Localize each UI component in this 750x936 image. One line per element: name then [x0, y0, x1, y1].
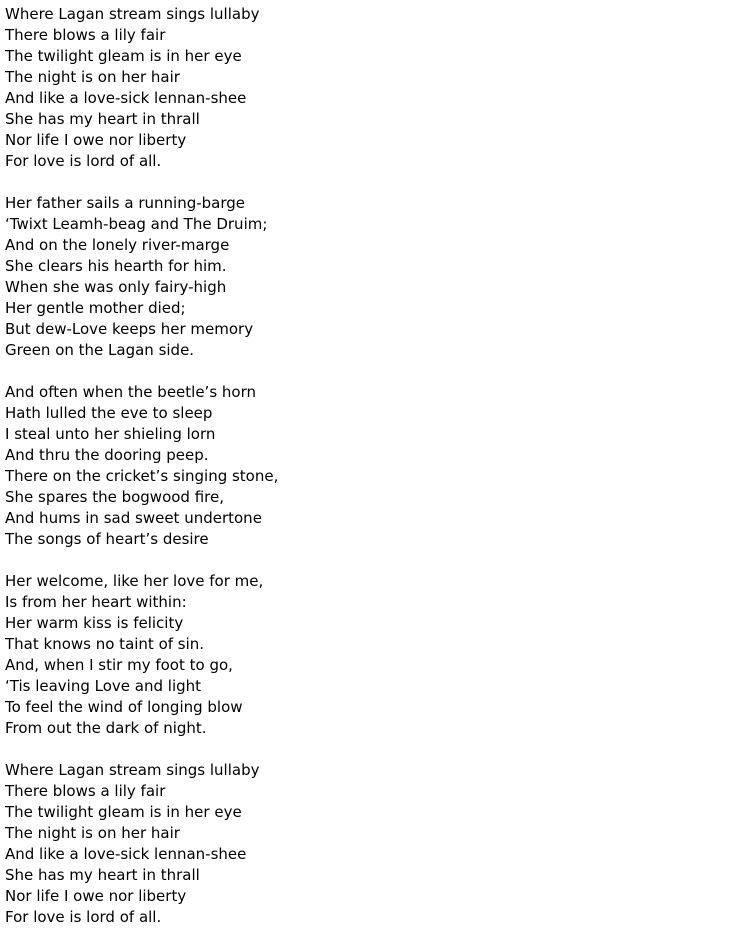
poem-line: When she was only fairy-high	[5, 278, 227, 296]
poem-line: But dew-Love keeps her memory	[5, 320, 254, 338]
poem-line: That knows no taint of sin.	[5, 635, 205, 653]
poem-line: The night is on her hair	[5, 68, 180, 86]
stanza-4	[5, 571, 745, 739]
poem-line: Nor life I owe nor liberty	[5, 131, 187, 149]
poem-line: Hath lulled the eve to sleep	[5, 404, 213, 422]
poem-line: And hums in sad sweet undertone	[5, 509, 262, 527]
poem-line: And often when the beetle’s horn	[5, 383, 257, 401]
poem-line: She has my heart in thrall	[5, 110, 200, 128]
stanza-5	[5, 760, 745, 928]
poem-line: There blows a lily fair	[5, 26, 166, 44]
poem-line: For love is lord of all.	[5, 908, 162, 926]
poem-line: I steal unto her shieling lorn	[5, 425, 216, 443]
poem-line: From out the dark of night.	[5, 719, 207, 737]
poem-line: Where Lagan stream sings lullaby	[5, 761, 260, 779]
poem-line: She spares the bogwood fire,	[5, 488, 225, 506]
poem-line: The twilight gleam is in her eye	[5, 47, 242, 65]
poem-line: Her welcome, like her love for me,	[5, 572, 264, 590]
poem-line: Her warm kiss is felicity	[5, 614, 184, 632]
poem-line: She has my heart in thrall	[5, 866, 200, 884]
stanza-2	[5, 193, 745, 361]
poem-line: And, when I stir my foot to go,	[5, 656, 233, 674]
poem-line: And like a love-sick lennan-shee	[5, 89, 247, 107]
poem-line: ‘Twixt Leamh-beag and The Druim;	[5, 215, 268, 233]
poem-line: The songs of heart’s desire	[5, 530, 209, 548]
poem-line: To feel the wind of longing blow	[5, 698, 243, 716]
poem-line: Where Lagan stream sings lullaby	[5, 5, 260, 23]
poem-line: There on the cricket’s singing stone,	[5, 467, 279, 485]
poem-text	[5, 4, 745, 928]
poem-line: Nor life I owe nor liberty	[5, 887, 187, 905]
poem-line: Her gentle mother died;	[5, 299, 186, 317]
poem-line: She clears his hearth for him.	[5, 257, 227, 275]
stanza-1	[5, 4, 745, 172]
poem-line: There blows a lily fair	[5, 782, 166, 800]
poem-line: Is from her heart within:	[5, 593, 187, 611]
poem-line: For love is lord of all.	[5, 152, 162, 170]
poem-line: The twilight gleam is in her eye	[5, 803, 242, 821]
stanza-3	[5, 382, 745, 550]
poem-line: Her father sails a running-barge	[5, 194, 246, 212]
poem-line: And like a love-sick lennan-shee	[5, 845, 247, 863]
poem-line: ‘Tis leaving Love and light	[5, 677, 202, 695]
poem-line: And on the lonely river-marge	[5, 236, 230, 254]
poem-line: The night is on her hair	[5, 824, 180, 842]
poem-line: And thru the dooring peep.	[5, 446, 209, 464]
poem-line: Green on the Lagan side.	[5, 341, 195, 359]
